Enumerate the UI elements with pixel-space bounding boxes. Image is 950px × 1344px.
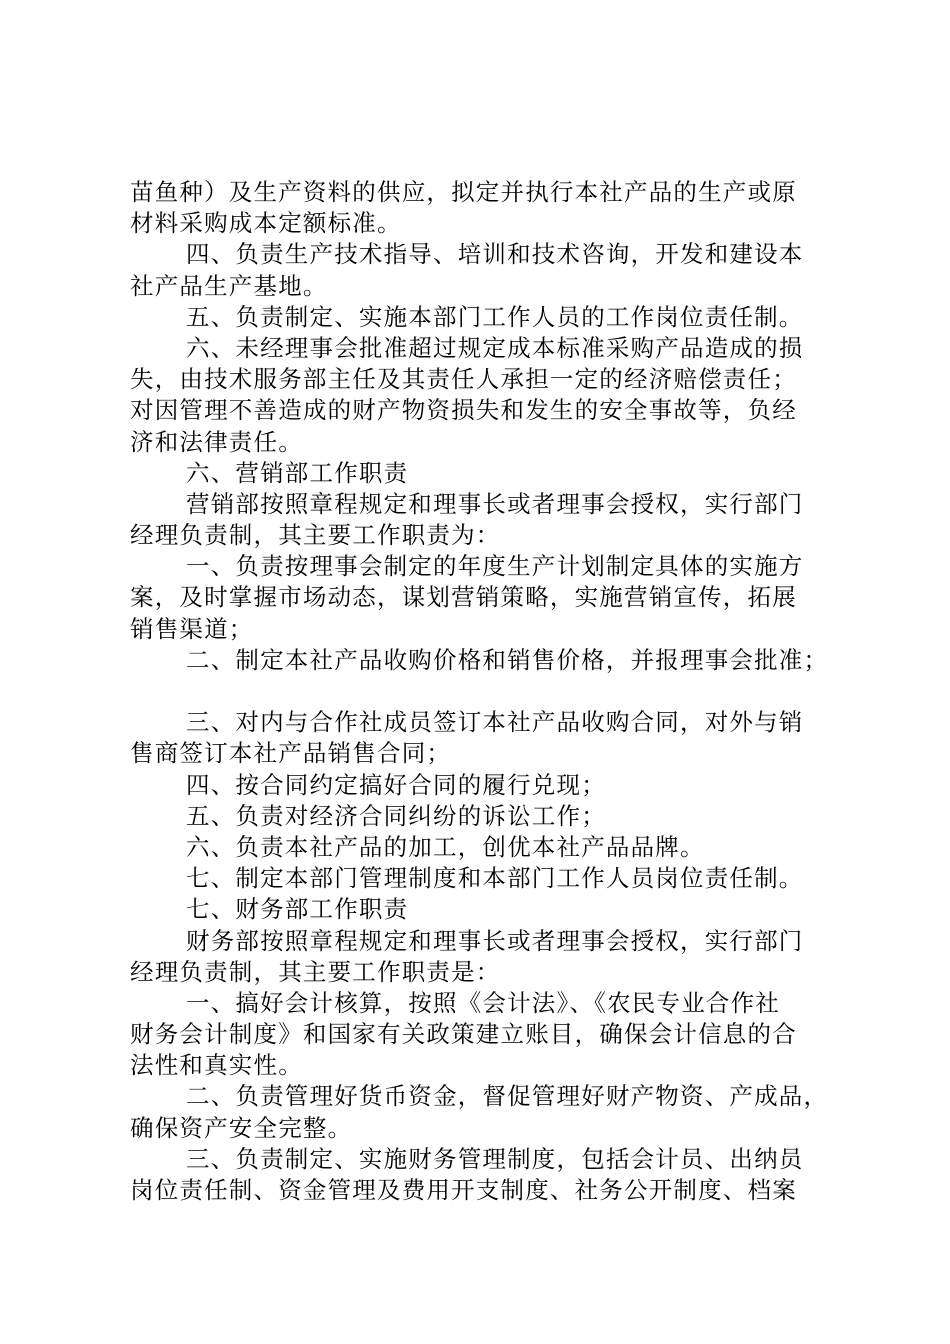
text-line: 对因管理不善造成的财产物资损失和发生的安全事故等，负经 [130, 396, 797, 425]
text-line: 五、负责制定、实施本部门工作人员的工作岗位责任制。 [186, 302, 804, 331]
text-line: 济和法律责任。 [130, 427, 303, 456]
text-line: 财务会计制度》和国家有关政策建立账目，确保会计信息的合 [130, 1020, 797, 1049]
text-line: 经理负责制，其主要工作职责是： [130, 957, 501, 986]
text-line: 二、负责管理好货币资金，督促管理好财产物资、产成品， [186, 1082, 829, 1111]
text-line: 财务部按照章程规定和理事长或者理事会授权，实行部门 [186, 926, 804, 955]
text-line: 失，由技术服务部主任及其责任人承担一定的经济赔偿责任； [130, 365, 797, 394]
text-line: 案，及时掌握市场动态，谋划营销策略，实施营销宣传，拓展 [130, 583, 797, 612]
text-line: 七、制定本部门管理制度和本部门工作人员岗位责任制。 [186, 864, 804, 893]
document-body [130, 177, 842, 1206]
text-line: 五、负责对经济合同纠纷的诉讼工作； [186, 801, 606, 830]
text-line: 六、未经理事会批准超过规定成本标准采购产品造成的损 [186, 333, 804, 362]
text-line: 售商签订本社产品销售合同； [130, 739, 452, 768]
text-line: 一、负责按理事会制定的年度生产计划制定具体的实施方 [186, 552, 804, 581]
text-line: 一、搞好会计核算，按照《会计法》、《农民专业合作社 [186, 988, 780, 1017]
section-heading: 七、财务部工作职责 [186, 895, 409, 924]
blank-line [130, 676, 842, 707]
section-heading: 六、营销部工作职责 [186, 458, 409, 487]
text-line: 法性和真实性。 [130, 1051, 303, 1080]
text-line: 经理负责制，其主要工作职责为： [130, 521, 501, 550]
text-line: 社产品生产基地。 [130, 271, 328, 300]
text-line: 四、按合同约定搞好合同的履行兑现； [186, 770, 606, 799]
text-line: 二、制定本社产品收购价格和销售价格，并报理事会批准； [186, 645, 829, 674]
text-line: 销售渠道； [130, 614, 254, 643]
text-line: 营销部按照章程规定和理事长或者理事会授权，实行部门 [186, 489, 804, 518]
text-line: 三、对内与合作社成员签订本社产品收购合同，对外与销 [186, 708, 804, 737]
text-line: 三、负责制定、实施财务管理制度，包括会计员、出纳员 [186, 1144, 804, 1173]
text-line: 苗鱼种）及生产资料的供应，拟定并执行本社产品的生产或原 [130, 178, 797, 206]
text-line: 六、负责本社产品的加工，创优本社产品品牌。 [186, 832, 705, 861]
text-line: 确保资产安全完整。 [130, 1113, 353, 1142]
text-line: 岗位责任制、资金管理及费用开支制度、社务公开制度、档案 [130, 1176, 797, 1204]
text-line: 四、负责生产技术指导、培训和技术咨询，开发和建设本 [186, 240, 804, 269]
text-line: 材料采购成本定额标准。 [130, 209, 402, 238]
